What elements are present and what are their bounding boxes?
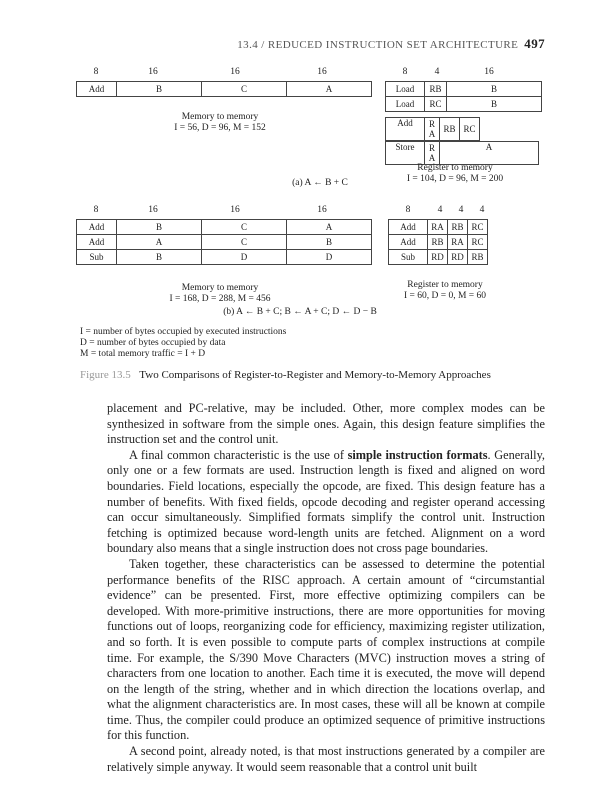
width-label: 8: [93, 67, 99, 77]
figure-caption-text: Two Comparisons of Register-to-Register and Memory-to-Memory Approaches: [139, 369, 491, 381]
opcode-cell: Add: [389, 220, 428, 235]
rr-a-add: [385, 117, 480, 141]
operand-cell: B: [447, 97, 542, 112]
register-cell: RB: [428, 235, 448, 250]
bold-term: simple instruction formats: [347, 447, 488, 462]
width-label: 16: [230, 205, 240, 215]
paragraph: placement and PC-relative, may be included. Other, more complex modes can be synthesized in software from the simple ones. Again, this design feature simplifies the instruction set and the control unit.: [107, 401, 545, 447]
operand-cell: B: [117, 250, 202, 265]
text-run: . Generally, only one or a few formats are used. Instruction length is fixed and aligned on word boundaries. Field locations, especially the opcode, are fixed. This design feature has a number of benefits. With fixed fields, opcode decoding and register operand accessing can occur simultaneously. Simplified formats simplify the control unit. Instruction fetching is optimized because word-length units are fetched. Alignment on a word boundary also means that a single instruction does not cross page boundaries.: [107, 447, 546, 556]
opcode-cell: Add: [77, 82, 117, 97]
mm-a-caption: [150, 112, 290, 134]
width-label: 4: [434, 67, 440, 77]
part-b-label: (b) A ← B + C; B ← A + C; D ← D − B: [223, 307, 377, 317]
legend-line: I = number of bytes occupied by executed instructions: [80, 327, 287, 337]
opcode-cell: Sub: [77, 250, 117, 265]
instruction-row: [77, 220, 372, 235]
width-label: 16: [317, 205, 327, 215]
caption-stats: I = 60, D = 0, M = 60: [403, 291, 487, 301]
operand-cell: C: [202, 235, 287, 250]
operand-cell: A: [287, 220, 372, 235]
opcode-cell: Load: [386, 82, 425, 97]
width-label: 4: [437, 205, 443, 215]
page-number: 497: [524, 36, 545, 51]
opcode-cell: Add: [77, 220, 117, 235]
operand-cell: A: [440, 142, 539, 165]
width-label: 16: [148, 205, 158, 215]
mm-a-table: [76, 81, 372, 97]
width-label: 16: [230, 67, 240, 77]
legend-line: M = total memory traffic = I + D: [80, 349, 206, 359]
paragraph: A second point, already noted, is that most instructions generated by a compiler are relatively simple anyway. It would seem reasonable that a control unit built: [107, 744, 545, 774]
operand-cell: B: [117, 220, 202, 235]
figure-number: Figure 13.5: [80, 369, 131, 381]
operand-cell: B: [447, 82, 542, 97]
rr-a-table: [385, 81, 542, 112]
rr-a-store: [385, 141, 539, 165]
text-run: A final common characteristic is the use of: [129, 447, 348, 462]
register-cell: RC: [460, 118, 480, 141]
caption-stats: I = 104, D = 96, M = 200: [406, 174, 504, 184]
width-label: 16: [317, 67, 327, 77]
caption-line: Register to memory: [407, 280, 483, 290]
operand-cell: A: [287, 82, 372, 97]
register-cell: RB: [425, 82, 447, 97]
operand-cell: B: [287, 235, 372, 250]
part-a-label: (a) A ← B + C: [292, 178, 348, 188]
running-title: 13.4 / REDUCED INSTRUCTION SET ARCHITECTURE: [237, 39, 519, 51]
opcode-cell: Add: [389, 235, 428, 250]
caption-line: Memory to memory: [181, 112, 259, 122]
instruction-row: [389, 235, 488, 250]
rr-a-caption: [380, 163, 530, 185]
register-cell: RA: [448, 235, 468, 250]
instruction-row: [386, 142, 539, 165]
instruction-row: [386, 82, 542, 97]
register-cell: RC: [468, 235, 488, 250]
register-cell: RA: [428, 220, 448, 235]
register-cell: RC: [425, 97, 447, 112]
caption-line: Memory to memory: [181, 283, 259, 293]
caption-stats: I = 56, D = 96, M = 152: [174, 123, 266, 133]
register-cell: RD: [428, 250, 448, 265]
width-label: 8: [405, 205, 411, 215]
register-cell: RD: [448, 250, 468, 265]
register-cell: R A: [425, 118, 440, 141]
operand-cell: C: [202, 82, 287, 97]
width-label: 4: [479, 205, 485, 215]
rr-b-table: [388, 219, 488, 265]
opcode-cell: Sub: [389, 250, 428, 265]
operand-cell: D: [202, 250, 287, 265]
opcode-cell: Add: [386, 118, 425, 141]
register-cell: R A: [425, 142, 440, 165]
opcode-cell: Add: [77, 235, 117, 250]
instruction-row: [386, 97, 542, 112]
width-label: 8: [402, 67, 408, 77]
instruction-row: [389, 220, 488, 235]
paragraph: [107, 448, 545, 557]
width-label: 16: [484, 67, 494, 77]
caption-stats: I = 168, D = 288, M = 456: [169, 294, 271, 304]
opcode-cell: Store: [386, 142, 425, 165]
rr-b-caption: [380, 280, 510, 302]
mm-b-table: [76, 219, 372, 265]
figure-caption: [80, 369, 491, 381]
operand-cell: D: [287, 250, 372, 265]
caption-line: Register to memory: [417, 163, 493, 173]
register-cell: RC: [468, 220, 488, 235]
body-text: [107, 401, 545, 775]
instruction-row: [389, 250, 488, 265]
operand-cell: C: [202, 220, 287, 235]
width-label: 8: [93, 205, 99, 215]
operand-cell: A: [117, 235, 202, 250]
width-label: 4: [458, 205, 464, 215]
operand-cell: B: [117, 82, 202, 97]
opcode-cell: Load: [386, 97, 425, 112]
width-label: 16: [148, 67, 158, 77]
instruction-row: [77, 235, 372, 250]
instruction-row: [77, 250, 372, 265]
register-cell: RB: [448, 220, 468, 235]
legend-line: D = number of bytes occupied by data: [80, 338, 226, 348]
register-cell: RB: [468, 250, 488, 265]
register-cell: RB: [440, 118, 460, 141]
mm-b-caption: [140, 283, 300, 305]
figure-legend: [80, 327, 286, 360]
figure-13-5: [0, 0, 604, 380]
instruction-row: [77, 82, 372, 97]
paragraph: Taken together, these characteristics can be assessed to determine the potential performance benefits of the RISC approach. A certain amount of “circumstantial evidence” can be presented. First, more effective optimizing compilers can be developed. With more-primitive instructions, there are more opportunities for moving functions out of loops, reorganizing code for efficiency, maximizing register utilization, and so forth. It is even possible to compute parts of complex instructions at compile time. For example, the S/390 Move Characters (MVC) instruction moves a string of characters from one location to another. Each time it is executed, the move will depend on the length of the string, whether and in which direction the locations overlap, and what the alignment characteristics are. In most cases, these will all be known at compile time. Thus, the compiler could produce an optimized sequence of primitive instructions for this function.: [107, 556, 545, 743]
instruction-row: [386, 118, 480, 141]
